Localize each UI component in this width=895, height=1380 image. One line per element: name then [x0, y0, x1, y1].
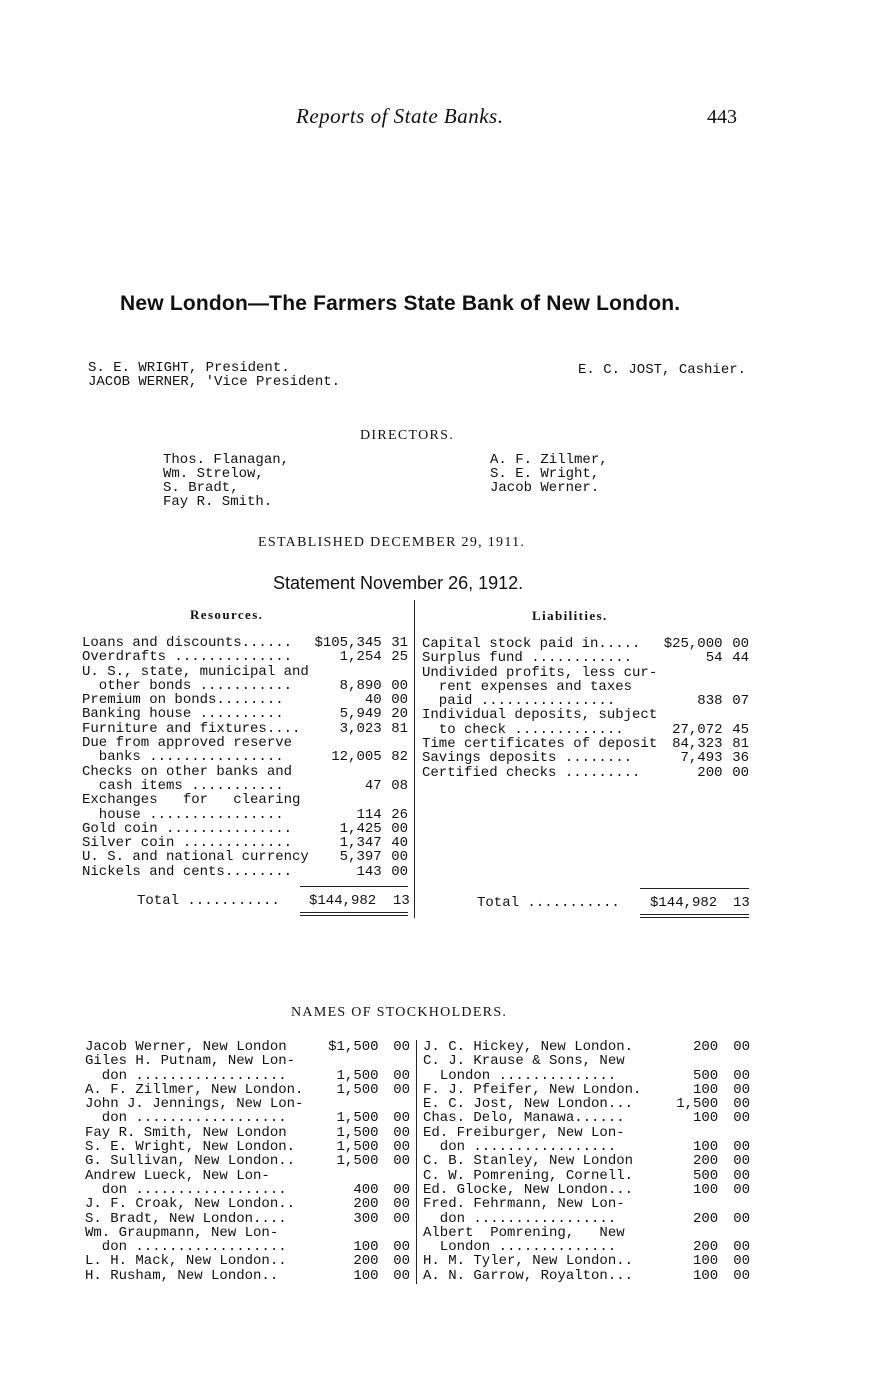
stockholder-row	[423, 1097, 750, 1111]
row-dollars: 200	[693, 1239, 719, 1256]
row-dollars	[657, 680, 722, 694]
row-label: L. H. Mack, New London..	[85, 1253, 287, 1270]
row-label: U. S. and national currency	[82, 849, 309, 866]
row-label: other bonds ...........	[82, 677, 293, 694]
director-name: S. E. Wright,	[490, 466, 600, 482]
row-cents	[382, 665, 408, 679]
stockholder-row	[423, 1240, 750, 1254]
row-label: E. C. Jost, New London...	[423, 1096, 634, 1113]
stockholder-row	[423, 1040, 750, 1054]
row-dollars: 1,500	[336, 1153, 379, 1170]
total-rule	[300, 886, 408, 887]
row-dollars: $1,500	[328, 1039, 379, 1055]
row-label: John J. Jennings, New Lon-	[85, 1096, 304, 1113]
stockholder-row	[423, 1083, 750, 1097]
resource-row	[82, 850, 408, 864]
row-cents: 00	[733, 1081, 750, 1098]
liability-row	[422, 708, 749, 722]
row-dollars: 40	[364, 692, 382, 709]
row-cents: 00	[393, 1081, 410, 1098]
row-label: don ..................	[85, 1239, 287, 1256]
liability-row	[422, 723, 749, 737]
stockholder-row	[85, 1069, 410, 1083]
row-cents: 36	[732, 750, 749, 767]
resource-row	[82, 636, 408, 650]
resources-total-dollars: $144,982	[309, 893, 377, 909]
row-label: Certified checks .........	[422, 764, 641, 781]
resources-total-cents: 13	[393, 893, 410, 909]
row-label: rent expenses and taxes	[422, 678, 633, 695]
row-label: Banking house ..........	[82, 706, 284, 723]
stockholder-row	[85, 1169, 410, 1183]
row-dollars	[648, 1226, 718, 1240]
row-dollars: 200	[353, 1253, 379, 1270]
row-label: don ..................	[85, 1181, 287, 1198]
row-cents	[718, 1126, 750, 1140]
row-dollars	[309, 736, 382, 750]
stockholder-row	[85, 1212, 410, 1226]
row-label: H. M. Tyler, New London..	[423, 1253, 634, 1270]
resource-row	[82, 665, 408, 679]
row-cents: 00	[732, 636, 749, 652]
resources-heading: Resources.	[190, 607, 264, 622]
row-label: paid ................	[422, 693, 616, 710]
row-label: A. F. Zillmer, New London.	[85, 1081, 304, 1098]
stockholder-row	[85, 1197, 410, 1211]
row-cents	[382, 793, 408, 807]
row-dollars: 1,500	[336, 1067, 379, 1084]
liabilities-total-cents: 13	[733, 895, 750, 911]
liabilities-table	[422, 637, 749, 780]
director-name: Fay R. Smith.	[163, 494, 273, 510]
row-dollars: 100	[693, 1081, 719, 1098]
row-cents	[382, 736, 408, 750]
row-label: Due from approved reserve	[82, 735, 293, 752]
stockholder-row	[423, 1126, 750, 1140]
row-cents: 25	[391, 649, 408, 666]
row-dollars: 1,254	[339, 649, 382, 666]
row-dollars: 5,397	[339, 849, 382, 866]
row-label: Surplus fund ............	[422, 650, 633, 667]
row-cents: 00	[393, 1196, 410, 1213]
row-dollars: 1,347	[339, 835, 382, 852]
row-cents: 07	[732, 693, 749, 710]
row-label: London ..............	[423, 1067, 617, 1084]
row-label: Giles H. Putnam, New Lon-	[85, 1053, 296, 1070]
row-dollars: 100	[353, 1239, 379, 1256]
row-cents: 00	[733, 1067, 750, 1084]
stockholder-row	[423, 1169, 750, 1183]
row-cents: 00	[391, 863, 408, 880]
row-label: Jacob Werner, New London	[85, 1039, 287, 1055]
directors-heading: DIRECTORS.	[360, 428, 455, 443]
director-name: S. Bradt,	[163, 480, 239, 496]
stockholder-row	[423, 1183, 750, 1197]
row-label: Furniture and fixtures....	[82, 720, 301, 737]
row-label: don .................	[423, 1210, 617, 1227]
row-cents	[723, 680, 749, 694]
row-cents: 00	[732, 764, 749, 781]
resource-row	[82, 679, 408, 693]
row-cents: 08	[391, 777, 408, 794]
resource-row	[82, 779, 408, 793]
row-label: Nickels and cents........	[82, 863, 293, 880]
liability-row	[422, 751, 749, 765]
column-divider	[414, 600, 415, 918]
stockholder-row	[423, 1197, 750, 1211]
established-date: ESTABLISHED DECEMBER 29, 1911.	[258, 535, 526, 550]
row-dollars: 3,023	[339, 720, 382, 737]
stockholder-row	[85, 1111, 410, 1125]
row-dollars: 7,493	[680, 750, 723, 767]
row-cents: 00	[733, 1181, 750, 1198]
row-cents: 00	[393, 1181, 410, 1198]
row-dollars: 143	[356, 863, 382, 880]
liability-row	[422, 666, 749, 680]
stockholder-row	[85, 1240, 410, 1254]
resource-row	[82, 808, 408, 822]
row-dollars: 100	[693, 1139, 719, 1156]
row-label: cash items ...........	[82, 777, 284, 794]
row-label: banks ................	[82, 749, 284, 766]
stockholder-row	[85, 1097, 410, 1111]
row-label: Loans and discounts......	[82, 635, 293, 651]
row-label: C. W. Pomrening, Cornell.	[423, 1167, 634, 1184]
row-label: Premium on bonds........	[82, 692, 284, 709]
stockholder-row	[85, 1254, 410, 1268]
total-double-rule	[640, 917, 749, 918]
row-dollars: 84,323	[672, 736, 723, 753]
resource-row	[82, 836, 408, 850]
row-cents: 00	[733, 1110, 750, 1127]
column-divider	[416, 1040, 417, 1284]
row-dollars: 5,949	[339, 706, 382, 723]
stockholder-row	[423, 1069, 750, 1083]
row-label: C. B. Stanley, New London	[423, 1153, 634, 1170]
row-dollars: 838	[697, 693, 723, 710]
row-dollars: 27,072	[672, 721, 723, 738]
row-cents	[718, 1226, 750, 1240]
row-dollars: 100	[693, 1110, 719, 1127]
row-label: Savings deposits ........	[422, 750, 633, 767]
row-cents: 00	[393, 1239, 410, 1256]
row-dollars: 12,005	[331, 749, 382, 766]
row-cents: 00	[393, 1267, 410, 1284]
row-dollars	[306, 1054, 378, 1068]
total-double-rule	[300, 915, 408, 916]
liability-row	[422, 694, 749, 708]
row-label: Andrew Lueck, New Lon-	[85, 1167, 270, 1184]
row-dollars: 500	[693, 1067, 719, 1084]
liability-row	[422, 737, 749, 751]
stockholder-row	[423, 1154, 750, 1168]
row-label: Fay R. Smith, New London	[85, 1124, 287, 1141]
row-label: Gold coin ...............	[82, 820, 293, 837]
row-cents: 00	[733, 1096, 750, 1113]
row-dollars: 1,500	[676, 1096, 719, 1113]
row-cents: 00	[733, 1139, 750, 1156]
row-cents: 00	[393, 1124, 410, 1141]
row-dollars	[657, 708, 722, 722]
row-dollars: 8,890	[339, 677, 382, 694]
row-label: G. Sullivan, New London..	[85, 1153, 296, 1170]
row-label: J. C. Hickey, New London.	[423, 1039, 634, 1055]
row-cents: 40	[391, 835, 408, 852]
row-cents: 81	[391, 720, 408, 737]
stockholder-row	[85, 1154, 410, 1168]
liability-row	[422, 680, 749, 694]
stockholder-row	[85, 1226, 410, 1240]
row-cents	[723, 708, 749, 722]
row-label: S. E. Wright, New London.	[85, 1139, 296, 1156]
row-label: C. J. Krause & Sons, New	[423, 1053, 625, 1070]
row-cents	[718, 1197, 750, 1211]
stockholder-row	[85, 1126, 410, 1140]
stockholder-row	[423, 1212, 750, 1226]
resource-row	[82, 722, 408, 736]
stockholder-row	[85, 1054, 410, 1068]
row-cents	[382, 765, 408, 779]
liabilities-total-label: Total ...........	[477, 895, 620, 911]
liability-row	[422, 766, 749, 780]
total-double-rule	[640, 914, 749, 915]
row-cents: 00	[393, 1153, 410, 1170]
row-cents: 00	[393, 1139, 410, 1156]
row-label: don ..................	[85, 1067, 287, 1084]
resource-row	[82, 693, 408, 707]
liabilities-total-dollars: $144,982	[650, 895, 718, 911]
row-label: A. N. Garrow, Royalton...	[423, 1267, 634, 1284]
row-label: Wm. Graupmann, New Lon-	[85, 1224, 279, 1241]
row-cents: 00	[393, 1039, 410, 1055]
resources-total-label: Total ...........	[137, 893, 280, 909]
row-dollars: 200	[697, 764, 723, 781]
row-label: Overdrafts ..............	[82, 649, 293, 666]
row-label: Albert Pomrening, New	[423, 1224, 625, 1241]
row-cents: 00	[391, 692, 408, 709]
row-label: Capital stock paid in.....	[422, 636, 641, 652]
stockholders-heading: NAMES OF STOCKHOLDERS.	[291, 1005, 508, 1020]
row-cents	[718, 1054, 750, 1068]
row-cents: 00	[733, 1239, 750, 1256]
row-cents	[379, 1169, 410, 1183]
row-dollars: 114	[356, 806, 382, 823]
director-name: Jacob Werner.	[490, 480, 600, 496]
row-cents: 00	[391, 677, 408, 694]
row-cents: 26	[391, 806, 408, 823]
row-cents	[379, 1226, 410, 1240]
row-cents: 44	[732, 650, 749, 667]
row-label: don .................	[423, 1139, 617, 1156]
liability-row	[422, 651, 749, 665]
row-cents: 00	[733, 1253, 750, 1270]
row-dollars	[309, 793, 382, 807]
stockholder-row	[423, 1254, 750, 1268]
row-dollars	[657, 666, 722, 680]
row-label: Fred. Fehrmann, New Lon-	[423, 1196, 625, 1213]
row-dollars: 200	[693, 1210, 719, 1227]
row-dollars: $105,345	[314, 635, 382, 651]
row-dollars	[306, 1097, 378, 1111]
row-label: Silver coin .............	[82, 835, 293, 852]
row-cents: 00	[391, 820, 408, 837]
row-dollars: 100	[693, 1267, 719, 1284]
stockholders-right-table	[423, 1040, 750, 1283]
row-dollars	[306, 1169, 378, 1183]
row-label: Checks on other banks and	[82, 763, 293, 780]
row-cents: 20	[391, 706, 408, 723]
row-label: Chas. Delo, Manawa......	[423, 1110, 625, 1127]
resource-row	[82, 750, 408, 764]
row-label: Ed. Freiburger, New Lon-	[423, 1124, 625, 1141]
row-cents	[723, 666, 749, 680]
total-double-rule	[300, 912, 408, 913]
row-dollars: 1,500	[336, 1124, 379, 1141]
row-label: don ..................	[85, 1110, 287, 1127]
row-dollars: 500	[693, 1167, 719, 1184]
row-dollars: 100	[693, 1181, 719, 1198]
resource-row	[82, 822, 408, 836]
row-cents: 82	[391, 749, 408, 766]
stockholder-row	[85, 1040, 410, 1054]
row-dollars: 54	[705, 650, 723, 667]
resource-row	[82, 736, 408, 750]
director-name: Wm. Strelow,	[163, 466, 264, 482]
row-cents: 31	[391, 635, 408, 651]
row-cents: 00	[393, 1067, 410, 1084]
row-cents	[379, 1054, 410, 1068]
row-cents: 00	[393, 1110, 410, 1127]
row-label: to check .............	[422, 721, 624, 738]
row-dollars	[648, 1054, 718, 1068]
stockholder-row	[423, 1140, 750, 1154]
stockholders-left-table	[85, 1040, 410, 1283]
row-cents: 00	[733, 1210, 750, 1227]
row-dollars: 300	[353, 1210, 379, 1227]
row-label: J. F. Croak, New London..	[85, 1196, 296, 1213]
row-label: S. Bradt, New London....	[85, 1210, 287, 1227]
row-dollars: 200	[353, 1196, 379, 1213]
row-cents: 81	[732, 736, 749, 753]
bank-title: New London—The Farmers State Bank of New London.	[120, 292, 681, 315]
row-dollars: 1,500	[336, 1139, 379, 1156]
row-cents	[379, 1097, 410, 1111]
officer-vice-president: JACOB WERNER, 'Vice President.	[88, 374, 341, 390]
officer-president: S. E. WRIGHT, President.	[88, 360, 290, 376]
row-cents: 00	[733, 1153, 750, 1170]
row-dollars: 200	[693, 1153, 719, 1170]
row-dollars	[648, 1197, 718, 1211]
row-dollars	[309, 765, 382, 779]
row-dollars: 47	[364, 777, 382, 794]
stockholder-row	[85, 1140, 410, 1154]
resources-table	[82, 636, 408, 879]
resource-row	[82, 793, 408, 807]
row-label: Ed. Glocke, New London...	[423, 1181, 634, 1198]
row-label: Individual deposits, subject	[422, 707, 658, 724]
row-dollars: 100	[353, 1267, 379, 1284]
row-label: house ................	[82, 806, 284, 823]
row-cents: 00	[733, 1267, 750, 1284]
row-label: U. S., state, municipal and	[82, 663, 309, 680]
row-cents: 00	[393, 1253, 410, 1270]
stockholder-row	[423, 1111, 750, 1125]
row-dollars: 1,425	[339, 820, 382, 837]
row-cents: 00	[391, 849, 408, 866]
statement-title: Statement November 26, 1912.	[273, 573, 524, 593]
running-header-title: Reports of State Banks.	[296, 104, 504, 128]
stockholder-row	[85, 1183, 410, 1197]
page-number: 443	[707, 106, 737, 128]
total-rule	[640, 888, 749, 889]
row-dollars	[648, 1126, 718, 1140]
resource-row	[82, 865, 408, 879]
stockholder-row	[423, 1054, 750, 1068]
row-label: Time certificates of deposit	[422, 736, 658, 753]
row-cents: 00	[733, 1167, 750, 1184]
resource-row	[82, 765, 408, 779]
row-dollars: 100	[693, 1253, 719, 1270]
row-dollars: $25,000	[663, 636, 723, 652]
liabilities-heading: Liabilities.	[532, 608, 608, 623]
row-label: Exchanges for clearing	[82, 792, 301, 809]
row-dollars	[309, 665, 382, 679]
officer-cashier: E. C. JOST, Cashier.	[578, 362, 747, 378]
row-dollars: 1,500	[336, 1081, 379, 1098]
row-label: F. J. Pfeifer, New London.	[423, 1081, 642, 1098]
row-label: H. Rusham, New London..	[85, 1267, 279, 1284]
director-name: A. F. Zillmer,	[490, 452, 608, 468]
row-cents: 45	[732, 721, 749, 738]
row-dollars	[306, 1226, 378, 1240]
row-dollars: 1,500	[336, 1110, 379, 1127]
row-label: Undivided profits, less cur-	[422, 664, 658, 681]
director-name: Thos. Flanagan,	[163, 452, 290, 468]
row-cents: 00	[393, 1210, 410, 1227]
stockholder-row	[85, 1083, 410, 1097]
row-dollars: 200	[693, 1039, 719, 1055]
stockholder-row	[423, 1269, 750, 1283]
resource-row	[82, 707, 408, 721]
stockholder-row	[85, 1269, 410, 1283]
stockholder-row	[423, 1226, 750, 1240]
liability-row	[422, 637, 749, 651]
row-dollars: 400	[353, 1181, 379, 1198]
row-cents: 00	[733, 1039, 750, 1055]
row-label: London ..............	[423, 1239, 617, 1256]
resource-row	[82, 650, 408, 664]
